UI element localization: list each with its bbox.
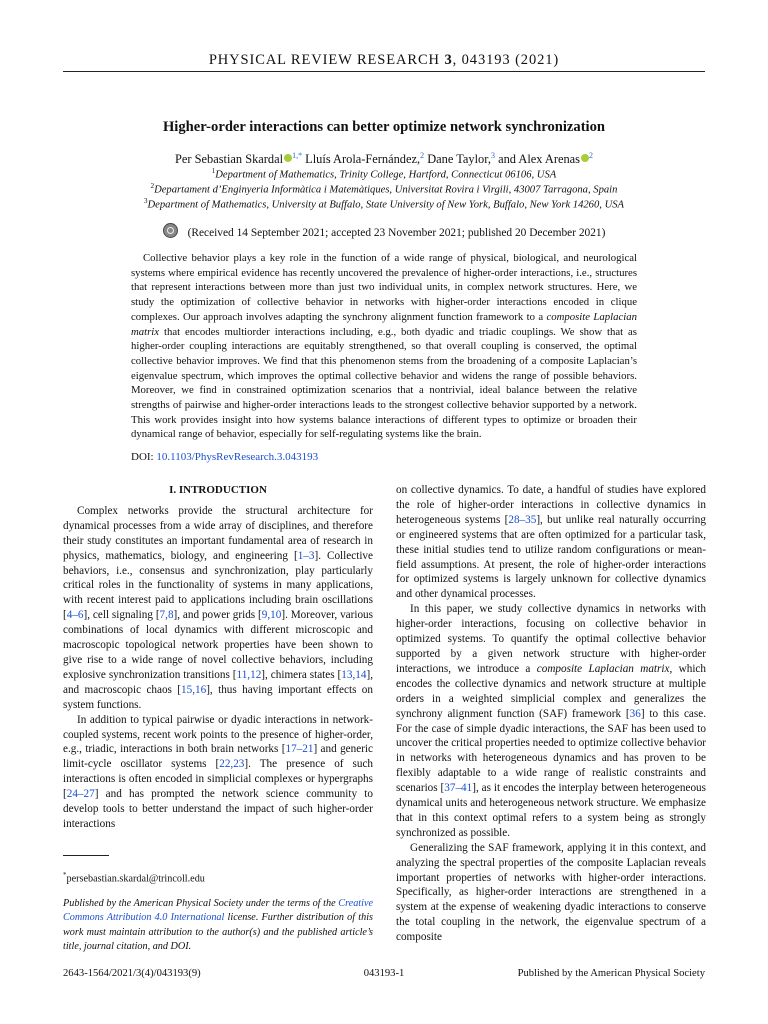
paragraph-text: ]. Moreover, various combinations of local dynamics with different microscopic and macroscopic topological network properties have been shown to give rise to a wide range of novel collective behaviors, including explosive synchronization transitions [: [63, 609, 374, 681]
footnote: *persebastian.skardal@trincoll.edu: [63, 871, 205, 885]
paragraph-text: ] and generic limit-cycle oscillator systems [: [63, 743, 373, 771]
paragraph: [396, 602, 706, 841]
received-dates: (Received 14 September 2021; accepted 23 November 2021; published 20 December 2021): [0, 223, 768, 239]
author-2[interactable]: Lluís Arola-Fernández,$^2$: [305, 151, 425, 167]
citation-link[interactable]: 4–6: [66, 609, 84, 622]
journal-volume: 3: [444, 52, 453, 68]
citation-link[interactable]: 13,14: [341, 668, 367, 681]
paragraph-text: ], but unlike real naturally occurring or engineered systems that are often optimized for a particular task, these initial studies tend to utilize random configurations or mean-field assumptions. At present, the role of higher-order interactions for optimized systems is largely unknown for collective dynamics and other dynamical processes.: [396, 513, 706, 601]
citation-link[interactable]: 7,8: [159, 609, 174, 622]
footnote-rule: [63, 855, 109, 856]
paragraph-text: ], and power grids [: [173, 609, 262, 622]
paragraph-text: ], thus having important effects on system functions.: [63, 683, 373, 711]
paragraph-text: ], as it encodes the interplay between heterogeneous dynamical units and heterogeneous network structure. We emphasize that in this context optimal refers to a system being as strongly synchronized as possible.: [396, 782, 706, 839]
journal-header: [0, 52, 768, 69]
journal-name: PHYSICAL REVIEW RESEARCH: [208, 52, 440, 68]
citation-link[interactable]: 22,23: [219, 758, 245, 771]
doi-link[interactable]: 10.1103/PhysRevResearch.3.043193: [156, 451, 319, 463]
affiliation-3: $^3$Department of Mathematics, University at Buffalo, State University of New York, Buffalo, New York 14260, USA: [144, 197, 624, 211]
affiliation-1: $^1$Department of Mathematics, Trinity College, Hartford, Connecticut 06106, USA: [211, 167, 557, 181]
paragraph-text: ], chimera states [: [261, 668, 342, 681]
paragraph-text: on collective dynamics. To date, a handful of studies have explored the role of higher-order interactions in collective dynamics in heterogeneous systems [: [396, 484, 706, 526]
paragraph-text: ] and has prompted the network science community to develop tools to better understand the impact of such higher-order interactions: [63, 788, 373, 830]
paragraph: [396, 483, 706, 602]
doi-line: DOI: 10.1103/PhysRevResearch.3.043193: [131, 451, 319, 463]
citation-link[interactable]: 15,16: [181, 683, 207, 696]
left-column: [63, 483, 373, 832]
orcid-icon[interactable]: [581, 154, 589, 162]
affiliation-2: $^2$Departament d’Enginyeria Informàtica i Matemàtiques, Universitat Rovira i Virgili, 43007 Tarragona, Spain: [150, 182, 618, 196]
paragraph: [63, 504, 373, 713]
citation-link[interactable]: 1–3: [297, 549, 315, 562]
paragraph-text: ]. The presence of such interactions is often encoded in simplicial complexes or hypergraphs [: [63, 758, 374, 801]
paragraph-text: ] to this case. For the case of simple dyadic interactions, the SAF has been used to uncover the critical properties needed to optimize collective behavior in networks with heterogeneous dynamics and has proven to be flexibly adaptable to a wide range of realistic constraints and scenarios [: [396, 707, 707, 795]
citation-link[interactable]: 11,12: [236, 668, 262, 681]
paragraph-text: In this paper, we study collective dynamics in networks with higher-order interactions, focusing on collective behavior in optimized systems. To quantify the optimal collective behavior supported by a given network structure with higher-order interactions, we introduce a: [396, 603, 706, 675]
paragraph: [396, 841, 706, 945]
citation-link[interactable]: 17–21: [285, 743, 314, 756]
author-email[interactable]: persebastian.skardal@trincoll.edu: [66, 873, 205, 885]
license-link[interactable]: Creative Commons Attribution 4.0 International: [63, 898, 373, 924]
citation-link[interactable]: 37–41: [444, 782, 473, 795]
citation-link[interactable]: 36: [629, 707, 641, 720]
paragraph-text: Generalizing the SAF framework, applying it in this context, and analyzing the spectral properties of the composite Laplacian reveals important properties of networks with higher-order interactions. Specifically, as higher-order interactions are strengthened in a system at the expense of weakening dyadic interactions to conserve the total coupling in the network, the eigenvalue spectrum of a composite: [396, 841, 706, 944]
paragraph-text: , which encodes the collective dynamics and network structure at multiple orders in a weighted simplicial complex and generalizes the synchrony alignment function (SAF) framework [: [396, 662, 706, 720]
right-column: [396, 483, 706, 945]
paragraph-text: composite Laplacian matrix: [536, 662, 670, 675]
right-column-body: [396, 483, 706, 945]
header-rule: [63, 71, 705, 72]
citation-link[interactable]: 24–27: [66, 788, 95, 801]
paragraph-text: ]. Collective behaviors, i.e., consensus and synchronization, play particularly critical roles in the functionality of systems in many applications, with recent interest paid to applications including brain oscillations [: [63, 549, 373, 622]
left-column-body: [63, 504, 373, 832]
license-notice: Published by the American Physical Society under the terms of the Creative Commons Attribution 4.0 International license. Further distribution of this work must maintain attribution to the author(s) and the published article’s title, journal citation, and DOI.: [63, 898, 373, 952]
abstract: Collective behavior plays a key role in the function of a wide range of physical, biological, and neurological systems where empirical evidence has recently uncovered the prevalence of higher-order interactions, i.e., structures that represent interactions between more than just two individual units, in complex network structures. Here, we study the optimization of collective behavior in networks with higher-order interactions encoded in clique complexes. Our approach involves adapting the synchrony alignment function framework to a composite Laplacian matrix that encodes multiorder interactions including, e.g., both dyadic and triadic couplings. We show that as higher-order coupling interactions are equitably strengthened, so that overall coupling is conserved, the optimal collective behavior improves. We find that this phenomenon stems from the broadening of a composite Laplacian’s eigenvalue spectrum, which improves the optimal collective behavior and widens the range of possible behaviors. Moreover, we find in constrained optimization scenarios that a nontrivial, ideal balance between the relative strengths of pairwise and higher-order interactions leads to the strongest collective behavior supported by a network. This work provides insight into how systems balance interactions of different types to optimize or broaden their dynamical range of behavior, especially for self-regulating systems like the brain.: [131, 252, 637, 441]
paper-title: Higher-order interactions can better optimize network synchronization: [162, 119, 606, 135]
footer-publisher: Published by the American Physical Society: [517, 968, 705, 979]
orcid-icon[interactable]: [284, 154, 292, 162]
author-4[interactable]: and Alex Arenas $^2$: [498, 151, 593, 167]
citation-link[interactable]: 9,10: [261, 609, 282, 622]
article-number: , 043193 (2021): [452, 52, 560, 68]
crossmark-icon[interactable]: [163, 223, 178, 238]
footer-page-number: 043193-1: [363, 968, 405, 979]
citation-link[interactable]: 28–35: [508, 513, 537, 526]
author-list: [0, 151, 768, 167]
footer-issn: 2643-1564/2021/3(4)/043193(9): [63, 968, 201, 979]
paragraph-text: In addition to typical pairwise or dyadic interactions in network-coupled systems, recent work points to the presence of higher-order, e.g., triadic, interactions in both brain networks [: [63, 713, 373, 756]
paragraph-text: ], cell signaling [: [83, 609, 160, 622]
paragraph: [63, 713, 373, 832]
section-title: I. INTRODUCTION: [169, 484, 267, 496]
author-1[interactable]: Per Sebastian Skardal $^{1,*}$: [175, 151, 303, 167]
paragraph-text: ], and macroscopic chaos [: [63, 668, 373, 696]
author-3[interactable]: Dane Taylor,$^3$: [427, 151, 495, 167]
paragraph-text: Complex networks provide the structural architecture for dynamical processes from a wide array of disciplines, and therefore their study constitutes an important fundamental area of research in physics, mathematics, biology, and engineering [: [63, 504, 373, 562]
